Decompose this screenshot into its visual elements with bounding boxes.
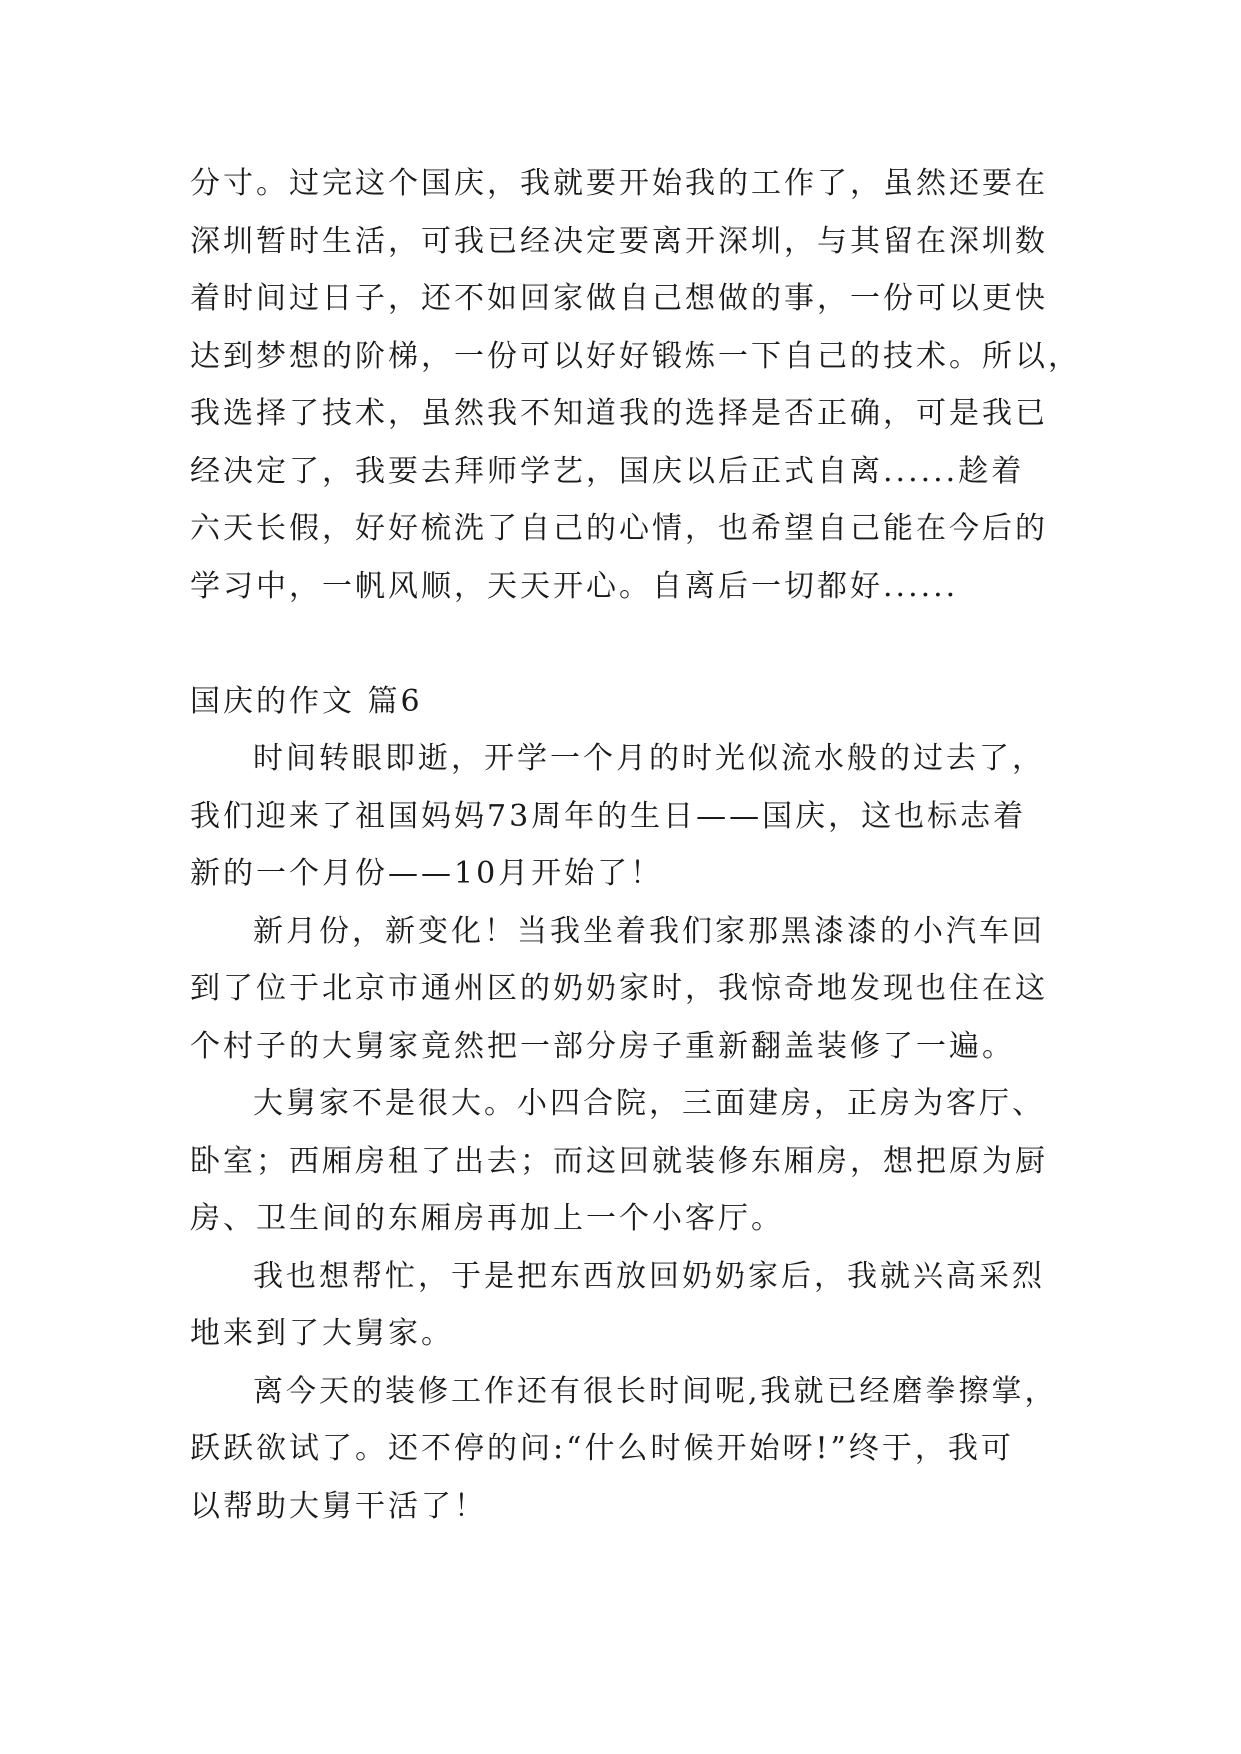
section-spacer <box>190 615 1070 673</box>
text-line: 时间转眼即逝，开学一个月的时光似流水般的过去了， <box>253 741 1045 776</box>
text-line: 我们迎来了祖国妈妈73周年的生日——国庆，这也标志着 <box>190 798 1027 834</box>
text-line: 我选择了技术，虽然我不知道我的选择是否正确，可是我已 <box>190 396 1048 431</box>
text-line: 以帮助大舅干活了！ <box>190 1488 487 1524</box>
continued-paragraph <box>190 155 1081 615</box>
paragraph-5 <box>190 1363 1070 1536</box>
text-line: 六天长假，好好梳洗了自己的心情，也希望自己能在今后的 <box>190 511 1048 546</box>
text-line: 分寸。过完这个国庆，我就要开始我的工作了，虽然还要在 <box>190 166 1048 201</box>
text-line: 新月份，新变化！当我坐着我们家那黑漆漆的小汽车回 <box>253 913 1045 949</box>
text-line: 经决定了，我要去拜师学艺，国庆以后正式自离......趁着 <box>190 453 1025 489</box>
text-line: 大舅家不是很大。小四合院，三面建房，正房为客厅、 <box>253 1086 1045 1121</box>
text-line: 跃跃欲试了。还不停的问:“什么时候开始呀!”终于，我可 <box>190 1431 1014 1466</box>
paragraph-2 <box>190 903 1070 1076</box>
text-line: 卧室；西厢房租了出去；而这回就装修东厢房，想把原为厨 <box>190 1143 1048 1179</box>
text-line: 个村子的大舅家竟然把一部分房子重新翻盖装修了一遍。 <box>190 1028 1015 1064</box>
text-line: 离今天的装修工作还有很长时间呢,我就已经磨拳擦掌， <box>253 1373 1058 1409</box>
text-line: 我也想帮忙，于是把东西放回奶奶家后，我就兴高采烈 <box>253 1258 1045 1294</box>
text-line: 到了位于北京市通州区的奶奶家时，我惊奇地发现也住在这 <box>190 971 1048 1006</box>
text-line: 达到梦想的阶梯，一份可以好好锻炼一下自己的技术。所以， <box>190 338 1081 374</box>
document-body <box>190 155 1081 1535</box>
text-line: 地来到了大舅家。 <box>190 1316 454 1351</box>
paragraph-3 <box>190 1075 1070 1248</box>
text-line: 新的一个月份——10月开始了！ <box>190 856 664 891</box>
text-line: 着时间过日子，还不如回家做自己想做的事，一份可以更快 <box>190 281 1048 316</box>
paragraph-1 <box>190 730 1070 903</box>
text-line: 学习中，一帆风顺，天天开心。自离后一切都好...... <box>190 568 959 604</box>
text-line: 深圳暂时生活，可我已经决定要离开深圳，与其留在深圳数 <box>190 223 1048 259</box>
section-title: 国庆的作文 篇6 <box>190 683 423 719</box>
text-line: 房、卫生间的东厢房再加上一个小客厅。 <box>190 1201 784 1236</box>
paragraph-4 <box>190 1248 1070 1363</box>
